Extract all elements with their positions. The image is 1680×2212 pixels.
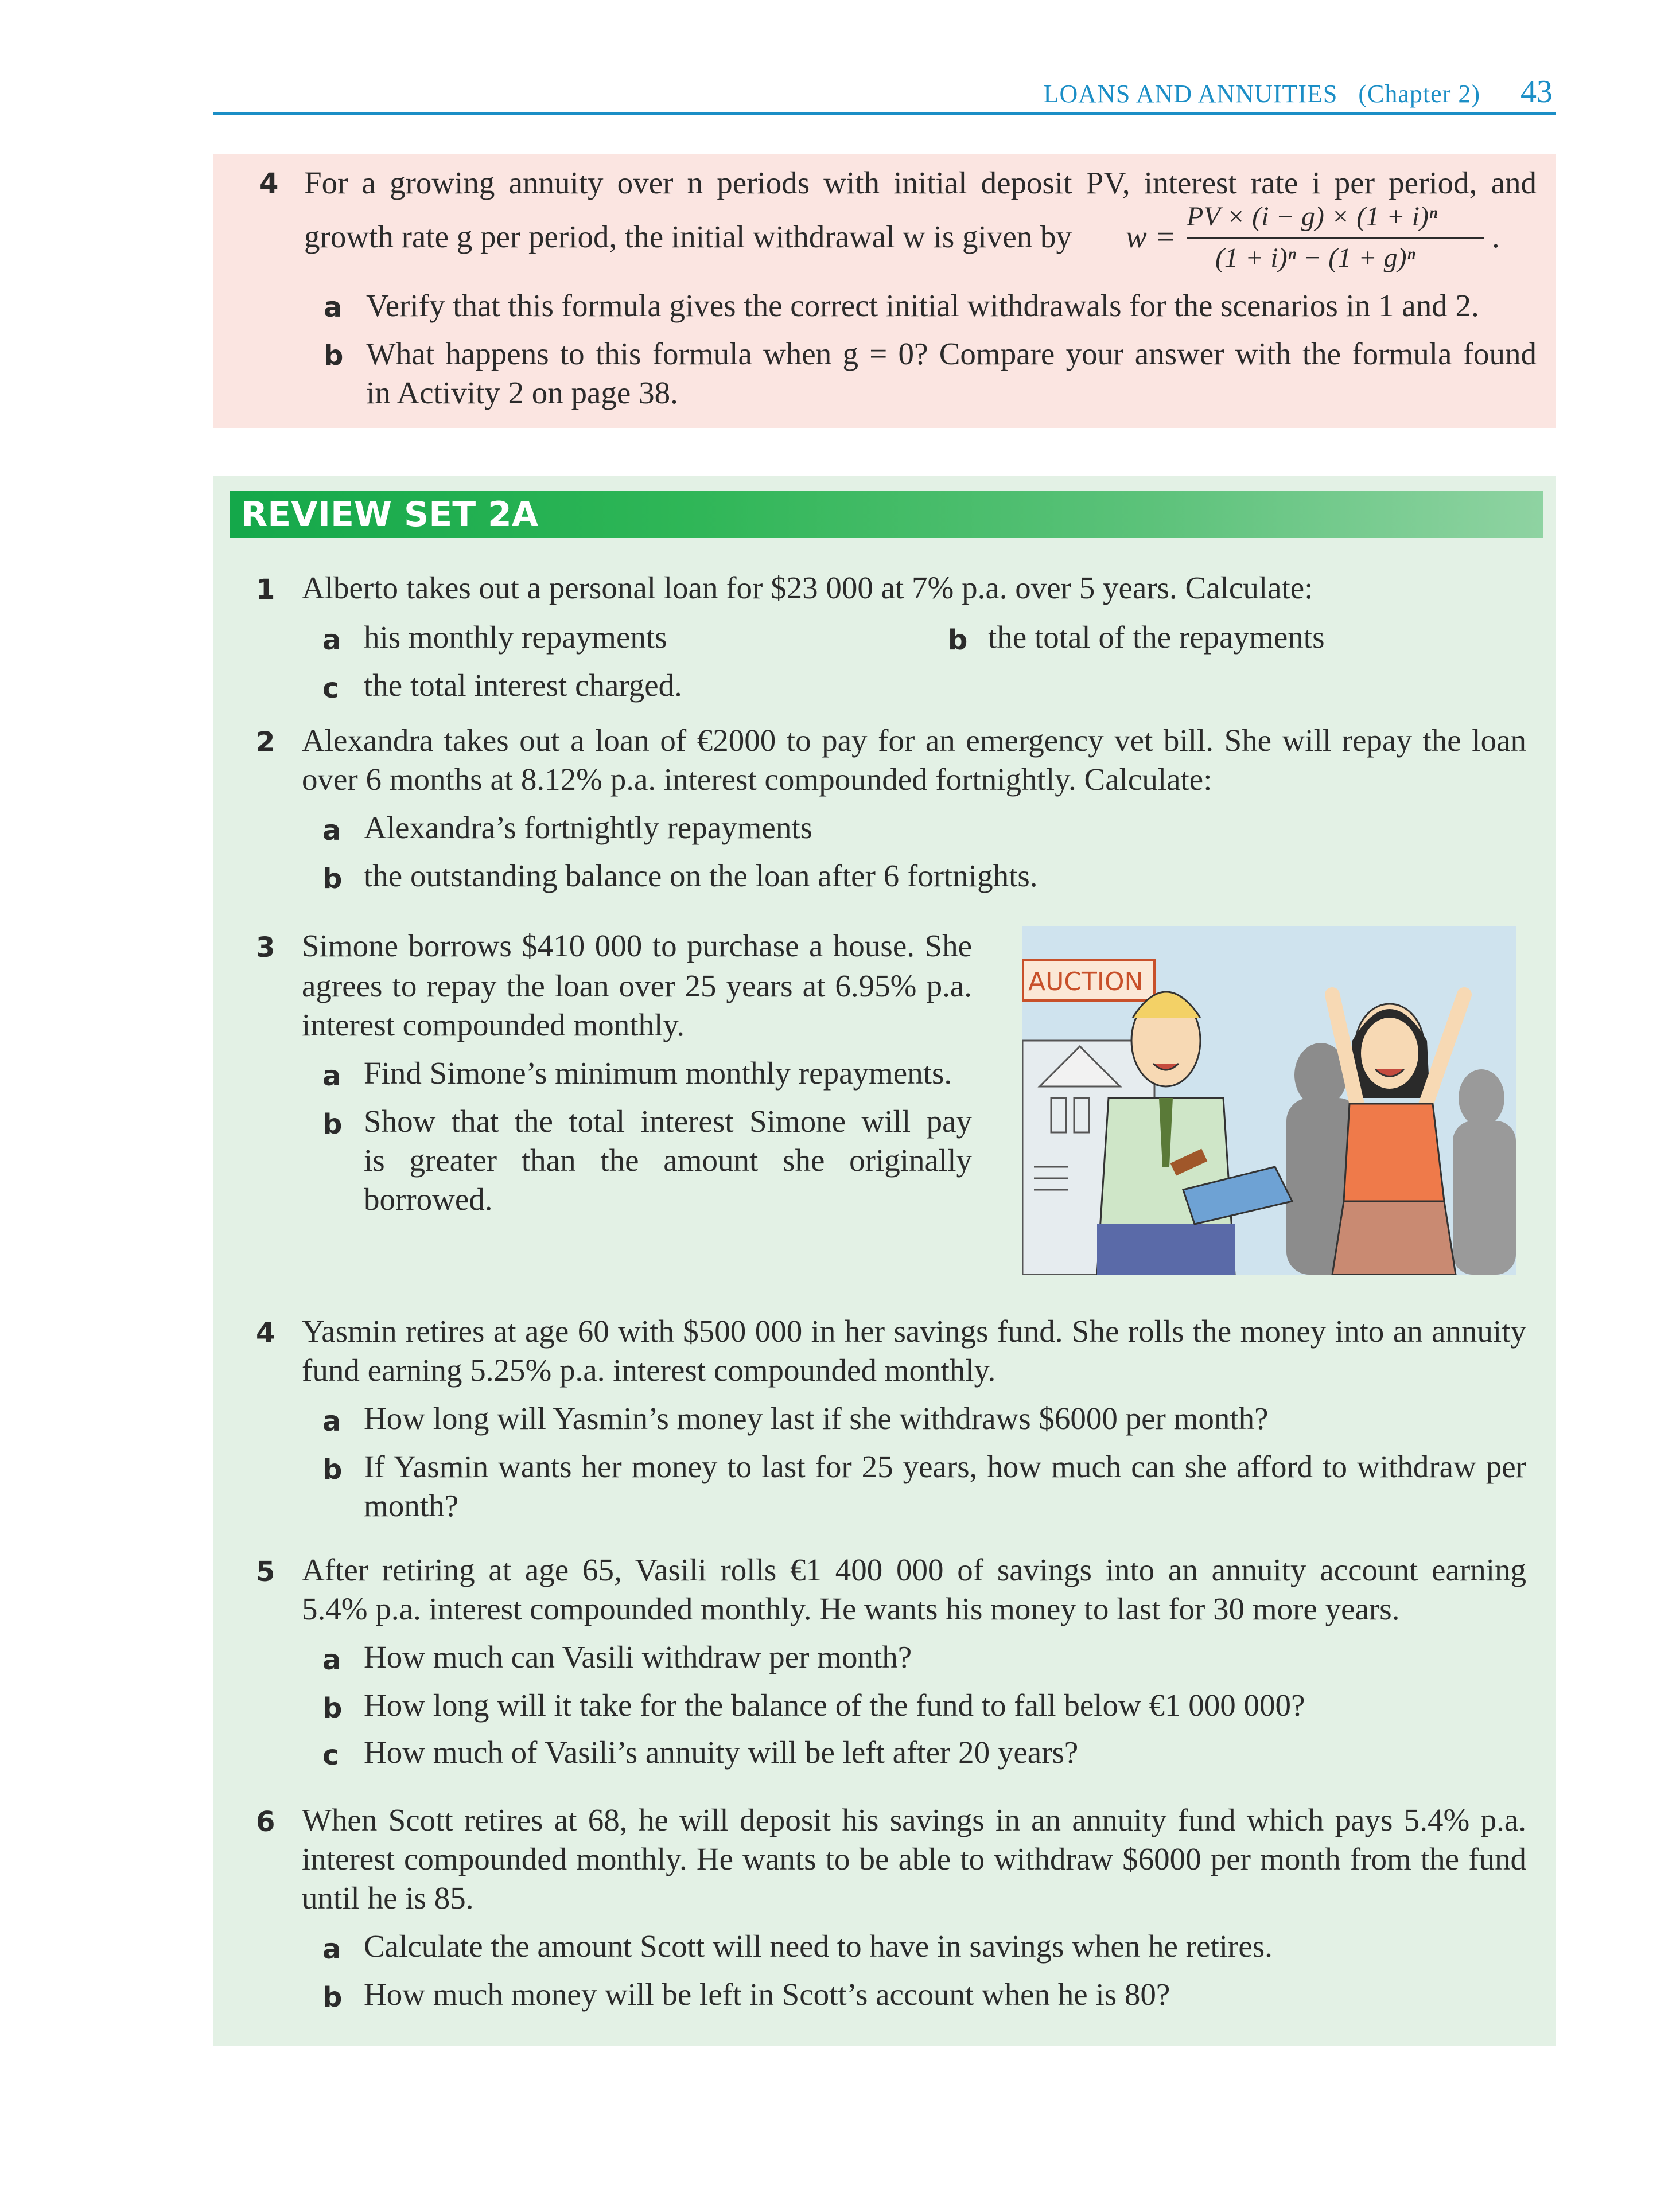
exercise-4-part-b-line-1: What happens to this formula when g = 0? Compare your answer with the formula found (366, 336, 1537, 371)
exercise-4-line-1: For a growing annuity over n periods with initial deposit PV, interest rate i per period, and (304, 165, 1537, 200)
part-label: a (322, 624, 341, 656)
formula-lhs: w = (1126, 219, 1176, 254)
q1-part-c: the total interest charged. (364, 668, 682, 703)
part-label: c (322, 672, 339, 704)
q3-part-b-line-1: Show that the total interest Simone will pay (364, 1104, 972, 1139)
q5-line-1: After retiring at age 65, Vasili rolls €1 400 000 of savings into an annuity account earning (302, 1552, 1526, 1587)
q4-line-1: Yasmin retires at age 60 with $500 000 in her savings fund. She rolls the money into an annuity (302, 1314, 1526, 1349)
fraction-bar (1187, 237, 1484, 239)
q5-part-a: How much can Vasili withdraw per month? (364, 1639, 912, 1674)
question-number: 5 (256, 1556, 275, 1588)
q6-part-b: How much money will be left in Scott’s account when he is 80? (364, 1977, 1170, 2012)
question-number: 4 (256, 1317, 275, 1349)
q1-part-a: his monthly repayments (364, 620, 667, 655)
part-label: c (322, 1739, 339, 1771)
running-header (975, 79, 1480, 108)
formula-end: . (1492, 219, 1500, 254)
exercise-4-part-b-line-2: in Activity 2 on page 38. (366, 375, 678, 410)
question-number: 6 (256, 1806, 275, 1838)
part-label: b (324, 340, 344, 372)
exercise-4-part-a: Verify that this formula gives the correct initial withdrawals for the scenarios in 1 and 2. (366, 288, 1479, 323)
q2-line-1: Alexandra takes out a loan of €2000 to pay for an emergency vet bill. She will repay the loan (302, 723, 1526, 758)
q4-line-2: fund earning 5.25% p.a. interest compounded monthly. (302, 1353, 996, 1388)
part-label: b (322, 1981, 343, 2014)
q3-part-a: Find Simone’s minimum monthly repayments. (364, 1056, 952, 1091)
q5-line-2: 5.4% p.a. interest compounded monthly. He wants his money to last for 30 more years. (302, 1591, 1400, 1626)
question-number: 1 (256, 574, 275, 606)
exercise-4-line-2: growth rate g per period, the initial withdrawal w is given by (304, 219, 1072, 254)
q4-part-b-line-2: month? (364, 1488, 458, 1523)
q2-line-2: over 6 months at 8.12% p.a. interest compounded fortnightly. Calculate: (302, 762, 1212, 797)
auction-cartoon (1022, 926, 1516, 1275)
part-label: a (322, 815, 341, 847)
running-title: LOANS AND ANNUITIES (1043, 80, 1338, 108)
question-number: 4 (259, 168, 279, 200)
header-rule (213, 112, 1556, 115)
q1-text: Alberto takes out a personal loan for $23 000 at 7% p.a. over 5 years. Calculate: (302, 570, 1313, 605)
formula-numerator: PV × (i − g) × (1 + i)ⁿ (1187, 201, 1438, 232)
part-label: a (322, 1644, 341, 1676)
q6-line-3: until he is 85. (302, 1880, 474, 1915)
auction-sign-text: AUCTION (1028, 967, 1144, 996)
q4-part-a: How long will Yasmin’s money last if she withdraws $6000 per month? (364, 1401, 1269, 1436)
q3-part-b-line-3: borrowed. (364, 1182, 493, 1217)
part-label: a (322, 1060, 341, 1092)
part-label: a (322, 1933, 341, 1965)
auction-illustration (1022, 926, 1516, 1275)
part-label: b (322, 1108, 343, 1140)
part-label: b (322, 863, 343, 895)
q1-part-b: the total of the repayments (988, 620, 1325, 655)
q3-line-3: interest compounded monthly. (302, 1007, 685, 1042)
q6-line-2: interest compounded monthly. He wants to be able to withdraw $6000 per month from the fund (302, 1841, 1526, 1876)
review-title: REVIEW SET 2A (241, 494, 539, 535)
part-label: a (324, 291, 343, 324)
page-number: 43 (1520, 74, 1553, 110)
part-label: b (322, 1692, 343, 1724)
q6-line-1: When Scott retires at 68, he will deposit his savings in an annuity fund which pays 5.4% p.a. (302, 1802, 1526, 1837)
part-label: b (948, 624, 968, 656)
q2-part-b: the outstanding balance on the loan after 6 fortnights. (364, 858, 1038, 893)
q3-line-2: agrees to repay the loan over 25 years at 6.95% p.a. (302, 968, 972, 1003)
formula-denominator: (1 + i)ⁿ − (1 + g)ⁿ (1215, 243, 1415, 273)
q4-part-b-line-1: If Yasmin wants her money to last for 25 years, how much can she afford to withdraw per (364, 1449, 1526, 1484)
q3-line-1: Simone borrows $410 000 to purchase a house. She (302, 928, 972, 963)
part-label: a (322, 1405, 341, 1438)
q5-part-b: How long will it take for the balance of the fund to fall below €1 000 000? (364, 1688, 1305, 1723)
q3-part-b-line-2: is greater than the amount she originally (364, 1143, 972, 1178)
q6-part-a: Calculate the amount Scott will need to have in savings when he retires. (364, 1929, 1273, 1964)
question-number: 3 (256, 932, 275, 964)
q2-part-a: Alexandra’s fortnightly repayments (364, 810, 813, 845)
q5-part-c: How much of Vasili’s annuity will be left after 20 years? (364, 1735, 1079, 1770)
part-label: b (322, 1454, 343, 1486)
question-number: 2 (256, 726, 275, 758)
chapter-label: (Chapter 2) (1358, 80, 1480, 108)
